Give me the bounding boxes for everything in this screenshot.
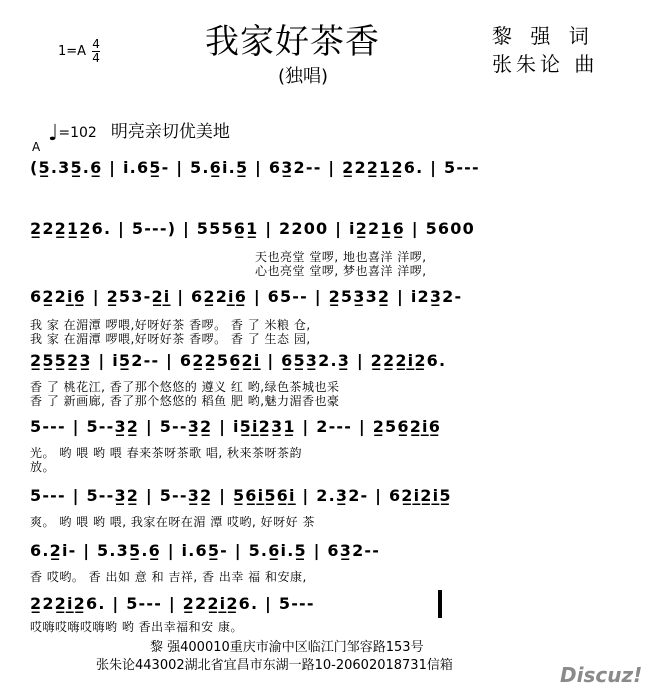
notes-text: 5--- | 5--3̲2̲ | 5--3̲2̲ | i5̲i̲2̲3̲1̲ | 2--- | 2̲56̲2̲i̲6̲ (30, 417, 442, 436)
notes-text: (5̲.35̲.6̲ | i.65̲- | 5.6̲i.5̲ | 63̲2-- | 2̲22̲1̲2̲6. | 5--- (30, 158, 480, 177)
notes-row (30, 152, 630, 188)
final-barline (438, 590, 442, 618)
address-line-2: 张朱论443002湖北省宜昌市东湖一路10-20602018731信箱 (96, 658, 453, 673)
lyric-line: 放。 (30, 460, 56, 474)
notes-text: 2̲22̲1̲2̲6. | 5---) | 5556̲1̲ | 2200 | i2̲21̲6̲ | 5600 (30, 219, 475, 238)
notes-row (30, 281, 630, 317)
time-bottom: 4 (92, 51, 100, 65)
song-subtitle: (独唱) (278, 66, 329, 87)
notes-row (30, 213, 630, 249)
key-label: 1=A (58, 44, 87, 59)
tempo-description: 明亮亲切优美地 (110, 122, 230, 142)
lyricist-credit: 黎 强 词 (492, 24, 595, 48)
tempo-value: =102 (58, 125, 97, 141)
notes-row (30, 535, 630, 571)
notes-text: 2̲22̲i̲2̲6. | 5--- | 2̲22̲i̲2̲6. | 5--- (30, 594, 315, 613)
quarter-note-icon: ♩ (48, 121, 59, 146)
notes-text: 62̲2i̲6̲ | 2̲53-2̲i̲ | 62̲2i̲6̲ | 65-- | 2̲53̲32̲ | i23̲2- (30, 287, 463, 306)
section-mark: A (32, 140, 41, 154)
lyric-line: 我 家 在湄潭 啰喂,好呀好茶 香啰。 香 了 生态 园, (30, 332, 311, 346)
notes-text: 5--- | 5--3̲2̲ | 5--3̲2̲ | 5̲6̲i̲5̲6̲i̲ | 2.3̲2- | 62̲i̲2̲i̲5̲ (30, 486, 452, 505)
time-signature (92, 38, 100, 65)
time-top: 4 (92, 37, 100, 51)
lyric-line: 我 家 在湄潭 啰喂,好呀好茶 香啰。 香 了 米粮 仓, (30, 318, 311, 332)
song-title: 我家好茶香 (205, 22, 380, 62)
notes-row (30, 480, 630, 516)
composer-credit: 张朱论 曲 (492, 52, 599, 76)
address-line-1: 黎 强400010重庆市渝中区临江门邹容路153号 (150, 640, 424, 655)
lyric-line: 光。 哟 喂 哟 喂 春来茶呀茶歌 唱, 秋来茶呀茶韵 (30, 446, 303, 460)
lyric-line: 天也亮堂 堂啰, 地也喜洋 洋啰, (255, 250, 427, 264)
notes-text: 2̲5̲5̲2̲3̲ | i5̲2-- | 62̲2̲56̲2̲i̲ | 6̲5̲3̲2.3̲ | 2̲2̲2̲i̲2̲6. (30, 351, 447, 370)
notes-row (30, 411, 630, 447)
lyric-line: 香 了 新画廊, 香了那个悠悠的 稻鱼 肥 哟,魅力湄香也豪 (30, 394, 340, 408)
key-signature (58, 38, 100, 65)
lyric-line: 爽。 哟 喂 哟 喂, 我家在呀在湄 潭 哎哟, 好呀好 茶 (30, 515, 315, 529)
tempo-marking (48, 117, 230, 146)
lyric-line: 哎嗨哎嗨哎嗨哟 哟 香出幸福和安 康。 (30, 620, 243, 634)
lyric-line: 心也亮堂 堂啰, 梦也喜洋 洋啰, (255, 264, 427, 278)
lyric-line: 香 了 桃花江, 香了那个悠悠的 遵义 红 哟,绿色茶城也采 (30, 380, 340, 394)
lyric-line: 香 哎哟。 香 出如 意 和 吉祥, 香 出幸 福 和安康, (30, 570, 307, 584)
notes-text: 6.2̲i- | 5.35̲.6̲ | i.65̲- | 5.6̲i.5̲ | 63̲2-- (30, 541, 381, 560)
watermark: Discuz! (560, 663, 643, 687)
notes-row (30, 345, 630, 381)
